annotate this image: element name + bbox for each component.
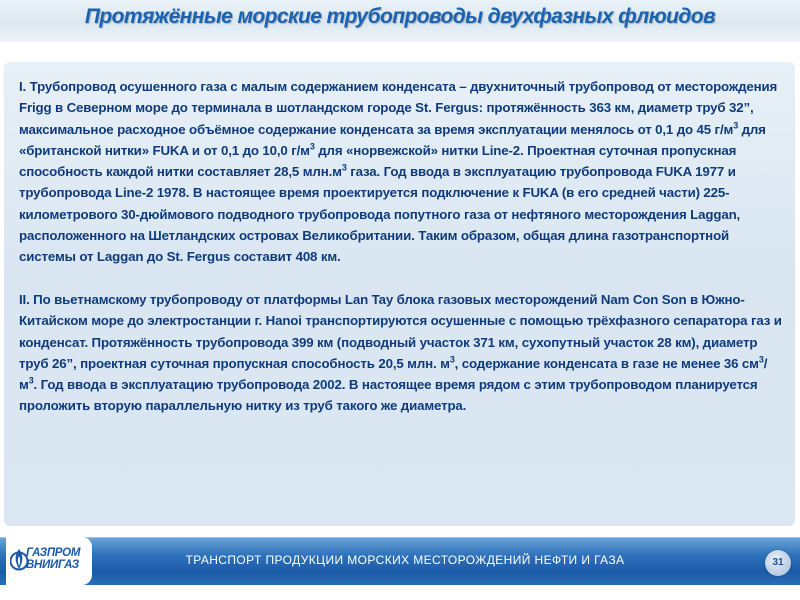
paragraph-text: /м (19, 355, 768, 393)
superscript: 3 (758, 354, 764, 365)
paragraph-vietnam (19, 289, 784, 417)
logo-wordmark (26, 547, 80, 571)
paragraph-text: II. По вьетнамскому трубопроводу от платформы Lan Tay блока газовых месторождений Nam Con Son в Южно-Китайском море до электростанции г. Hanoi транспортируются осушенные с помощью трёхфазного сепаратора газ и конденсат. Протяжённость трубопровода 399 км (подводный участок 371 км, сухопутный участок 28 км), диаметр труб 26”, проектная суточная пропускная способность 20,5 млн. м (19, 291, 782, 371)
content-text (19, 76, 784, 417)
paragraph-text: для «норвежской» нитки Line-2. Проектная суточная пропускная способность каждой нитки составляет 28,5 млн.м (19, 142, 737, 180)
paragraph-frigg (19, 76, 784, 268)
footer-bottom-strip (0, 585, 800, 600)
page-number: 31 (765, 550, 791, 576)
slide-title: Протяжённые морские трубопроводы двухфазных флюидов (84, 5, 716, 28)
logo-line-2: ВНИИГАЗ (26, 559, 79, 571)
superscript: 3 (28, 375, 34, 386)
paragraph-text: I. Трубопровод осушенного газа с малым содержанием конденсата – двухниточный трубопровод от месторождения Frigg в Северном море до терминала в шотландском городе St. Fergus: протяжённость 363 км, диаметр труб 32”, максимальное расходное объёмное содержание конденсата за время эксплуатации менялось от 0,1 до 45 г/м (19, 79, 778, 137)
company-logo (6, 537, 92, 585)
superscript: 3 (309, 141, 315, 152)
content-panel (4, 62, 795, 526)
paragraph-text: , содержание конденсата в газе не менее 36 см (454, 355, 759, 371)
logo-line-1: ГАЗПРОМ (26, 547, 81, 559)
paragraph-text: для «британской нитки» FUKA и от 0,1 до 10,0 г/м (19, 121, 766, 158)
superscript: 3 (341, 162, 347, 173)
paragraph-text: газа. Год ввода в эксплуатацию трубопровода FUKA 1977 и трубопровода Line-2 1978. В настоящее время проектируется подключение к FUKA (в его средней части) 225-километрового 30-дюймового подводного трубопровода попутного газа от нефтяного месторождения Laggan, расположенного на Шетландских островах Великобритании. Таким образом, общая длина газотранспортной системы от Laggan до St. Fergus составит 408 км. (19, 164, 741, 265)
superscript: 3 (449, 354, 455, 365)
paragraph-text: . Год ввода в эксплуатацию трубопровода 2002. В настоящее время рядом с этим трубопроводом планируется проложить вторую параллельную нитку из труб такого же диаметра. (19, 377, 758, 414)
footer-caption: ТРАНСПОРТ ПРОДУКЦИИ МОРСКИХ МЕСТОРОЖДЕНИЙ НЕФТИ И ГАЗА (185, 553, 625, 567)
superscript: 3 (733, 120, 739, 131)
